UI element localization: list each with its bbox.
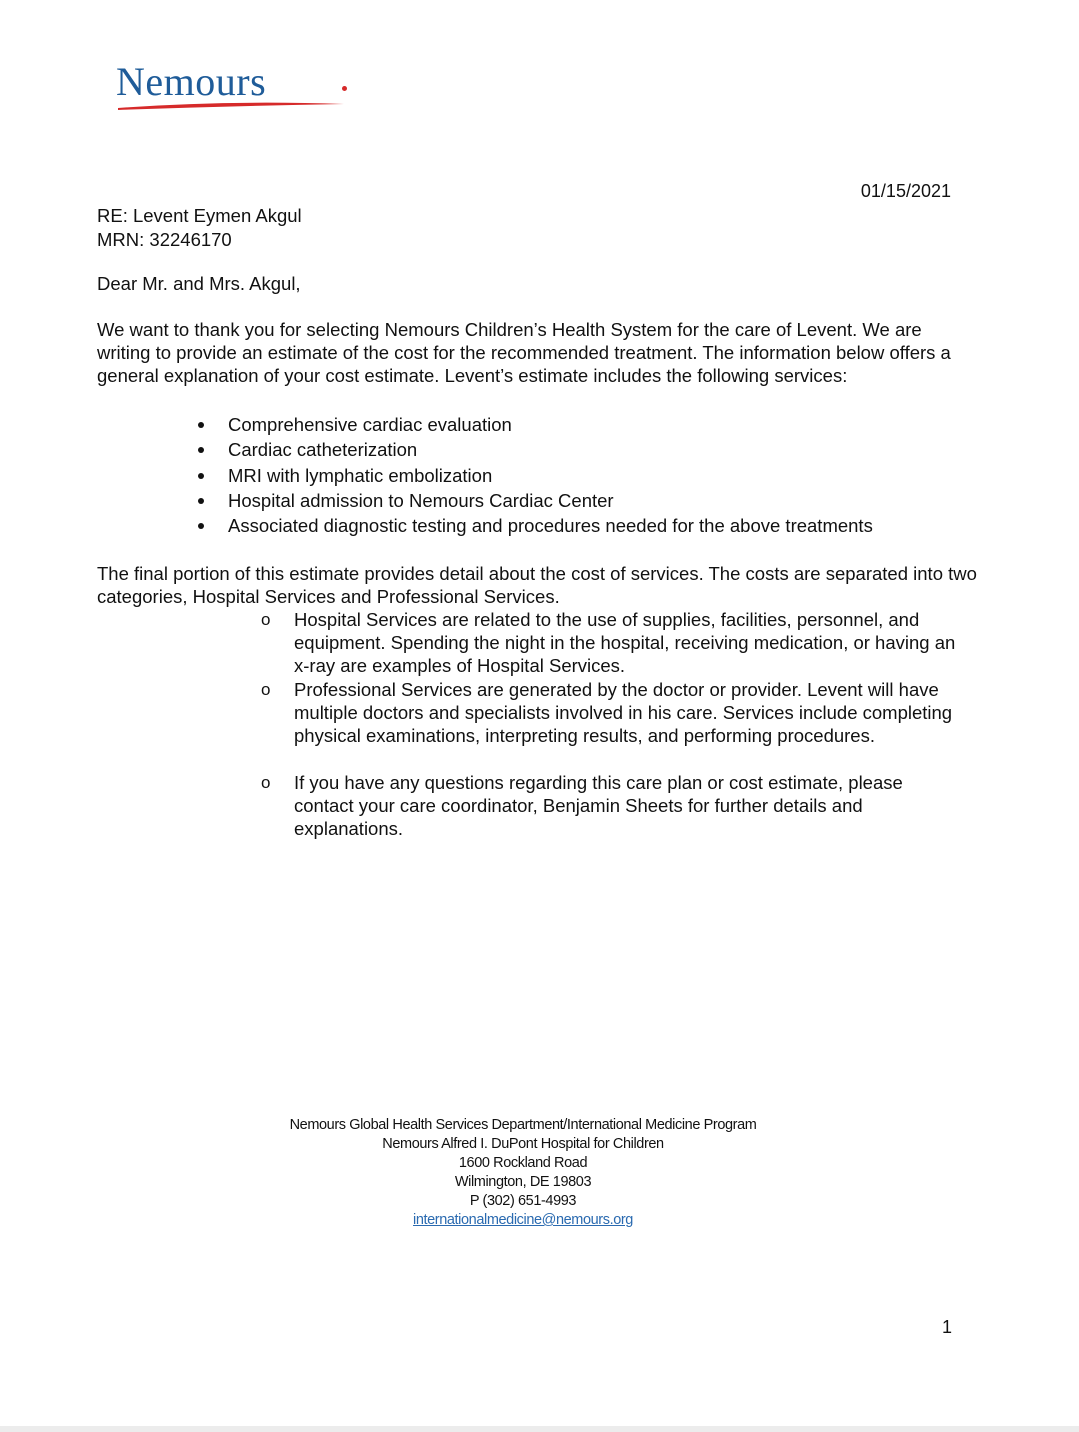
sub-bullet-marker: o — [261, 680, 271, 699]
sub-item-text: If you have any questions regarding this care plan or cost estimate, please contact your care coordinator, Benjamin Sheets for further details and explanations. — [294, 772, 903, 840]
mrn-line: MRN: 32246170 — [97, 228, 232, 250]
list-item: Hospital admission to Nemours Cardiac Center — [196, 488, 873, 513]
sub-bullet-marker: o — [261, 610, 271, 629]
sub-bullet-marker: o — [261, 773, 271, 792]
footer-phone: P (302) 651-4993 — [469, 1193, 577, 1209]
list-item: MRI with lymphatic embolization — [196, 463, 873, 488]
footer-street: 1600 Rockland Road — [458, 1155, 588, 1171]
footer-city: Wilmington, DE 19803 — [454, 1174, 592, 1190]
logo-dot — [342, 86, 347, 91]
footer-department: Nemours Global Health Services Department/International Medicine Program — [289, 1117, 757, 1133]
intro-paragraph: We want to thank you for selecting Nemours Children’s Health System for the care of Levent. We are writing to provide an estimate of the cost for the recommended treatment. The information below offers a general explanation of your cost estimate. Levent’s estimate includes the following services: — [97, 319, 951, 387]
list-item: Cardiac catheterization — [196, 437, 873, 462]
cost-paragraph: The final portion of this estimate provides detail about the cost of services. The costs are separated into two categories, Hospital Services and Professional Services. — [97, 563, 977, 608]
salutation: Dear Mr. and Mrs. Akgul, — [97, 273, 301, 294]
reference-block — [97, 204, 302, 251]
footer-hospital: Nemours Alfred I. DuPont Hospital for Children — [382, 1136, 664, 1152]
services-list — [196, 412, 873, 538]
sub-item-hospital-services — [261, 608, 961, 678]
sub-item-text: Professional Services are generated by the doctor or provider. Levent will have multiple doctors and specialists involved in his care. Services include completing physical examinations, interpreting results, and performing procedures. — [294, 679, 953, 747]
sub-item-text: Hospital Services are related to the use of supplies, facilities, personnel, and equipment. Spending the night in the hospital, receiving medication, or having an x-ray are examples of Hospital Services. — [294, 609, 956, 677]
page-number: 1 — [941, 1317, 952, 1337]
logo-wordmark: Nemours — [116, 59, 267, 104]
footer-email-link[interactable]: internationalmedicine@nemours.org — [413, 1212, 633, 1228]
sub-item-contact — [261, 771, 961, 841]
list-item: Associated diagnostic testing and procedures needed for the above treatments — [196, 513, 873, 538]
list-item: Comprehensive cardiac evaluation — [196, 412, 873, 437]
re-line: RE: Levent Eymen Akgul — [97, 205, 302, 226]
logo-swoosh-icon — [116, 98, 346, 112]
nemours-logo — [116, 59, 356, 118]
page-bottom-edge — [0, 1426, 1079, 1432]
footer-address — [0, 1116, 1046, 1230]
sub-item-professional-services — [261, 678, 961, 748]
letter-date: 01/15/2021 — [860, 181, 951, 201]
